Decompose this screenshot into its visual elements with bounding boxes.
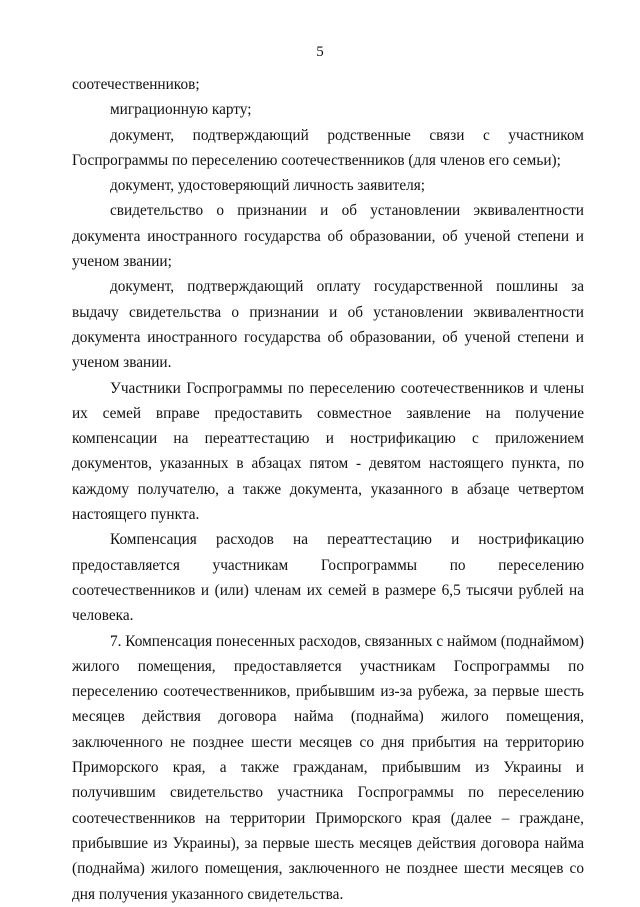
- paragraph-8: Компенсация расходов на переаттестацию и нострификацию предоставляется участникам Госпрограммы по переселению соотечественников и (или) членам их семей в размере 6,5 тысячи рублей на человека.: [72, 531, 584, 625]
- body-text: [72, 72, 584, 907]
- paragraph-7: Участники Госпрограммы по переселению соотечественников и члены их семей вправе предоставить совместное заявление на получение компенсации на переаттестацию и нострификацию с приложением документов, указанных в абзацах пятом - девятом настоящего пункта, по каждому получателю, а также документа, указанного в абзаце четвертом настоящего пункта.: [72, 379, 584, 524]
- paragraph-4: документ, удостоверяющий личность заявителя;: [110, 177, 426, 195]
- paragraph-1: соотечественников;: [72, 76, 200, 93]
- paragraph-9: 7. Компенсация понесенных расходов, связанных с наймом (поднаймом) жилого помещения, предоставляется участникам Госпрограммы по переселению соотечественников, прибывшим из-за рубежа, за первые шесть месяцев действия договора найма (поднайма) жилого помещения, заключенного не позднее шести месяцев со дня прибытия на территорию Приморского края, а также гражданам, прибывшим из Украины и получившим свидетельство участника Госпрограммы по переселению соотечественников на территории Приморского края (далее – граждане, прибывшие из Украины), за первые шесть месяцев действия договора найма (поднайма) жилого помещения, заключенного не позднее шести месяцев со дня получения указанного свидетельства.: [72, 632, 584, 903]
- paragraph-2: миграционную карту;: [110, 101, 252, 119]
- paragraph-5: свидетельство о признании и об установлении эквивалентности документа иностранного государства об образовании, об ученой степени и ученом звании;: [72, 202, 584, 271]
- paragraph-6: документ, подтверждающий оплату государственной пошлины за выдачу свидетельства о признании и об установлении эквивалентности документа иностранного государства об образовании, об ученой степени и ученом звании.: [72, 278, 584, 372]
- page-number: 5: [316, 44, 324, 60]
- paragraph-3: документ, подтверждающий родственные связи с участником Госпрограммы по переселению соотечественников (для членов его семьи);: [72, 126, 584, 169]
